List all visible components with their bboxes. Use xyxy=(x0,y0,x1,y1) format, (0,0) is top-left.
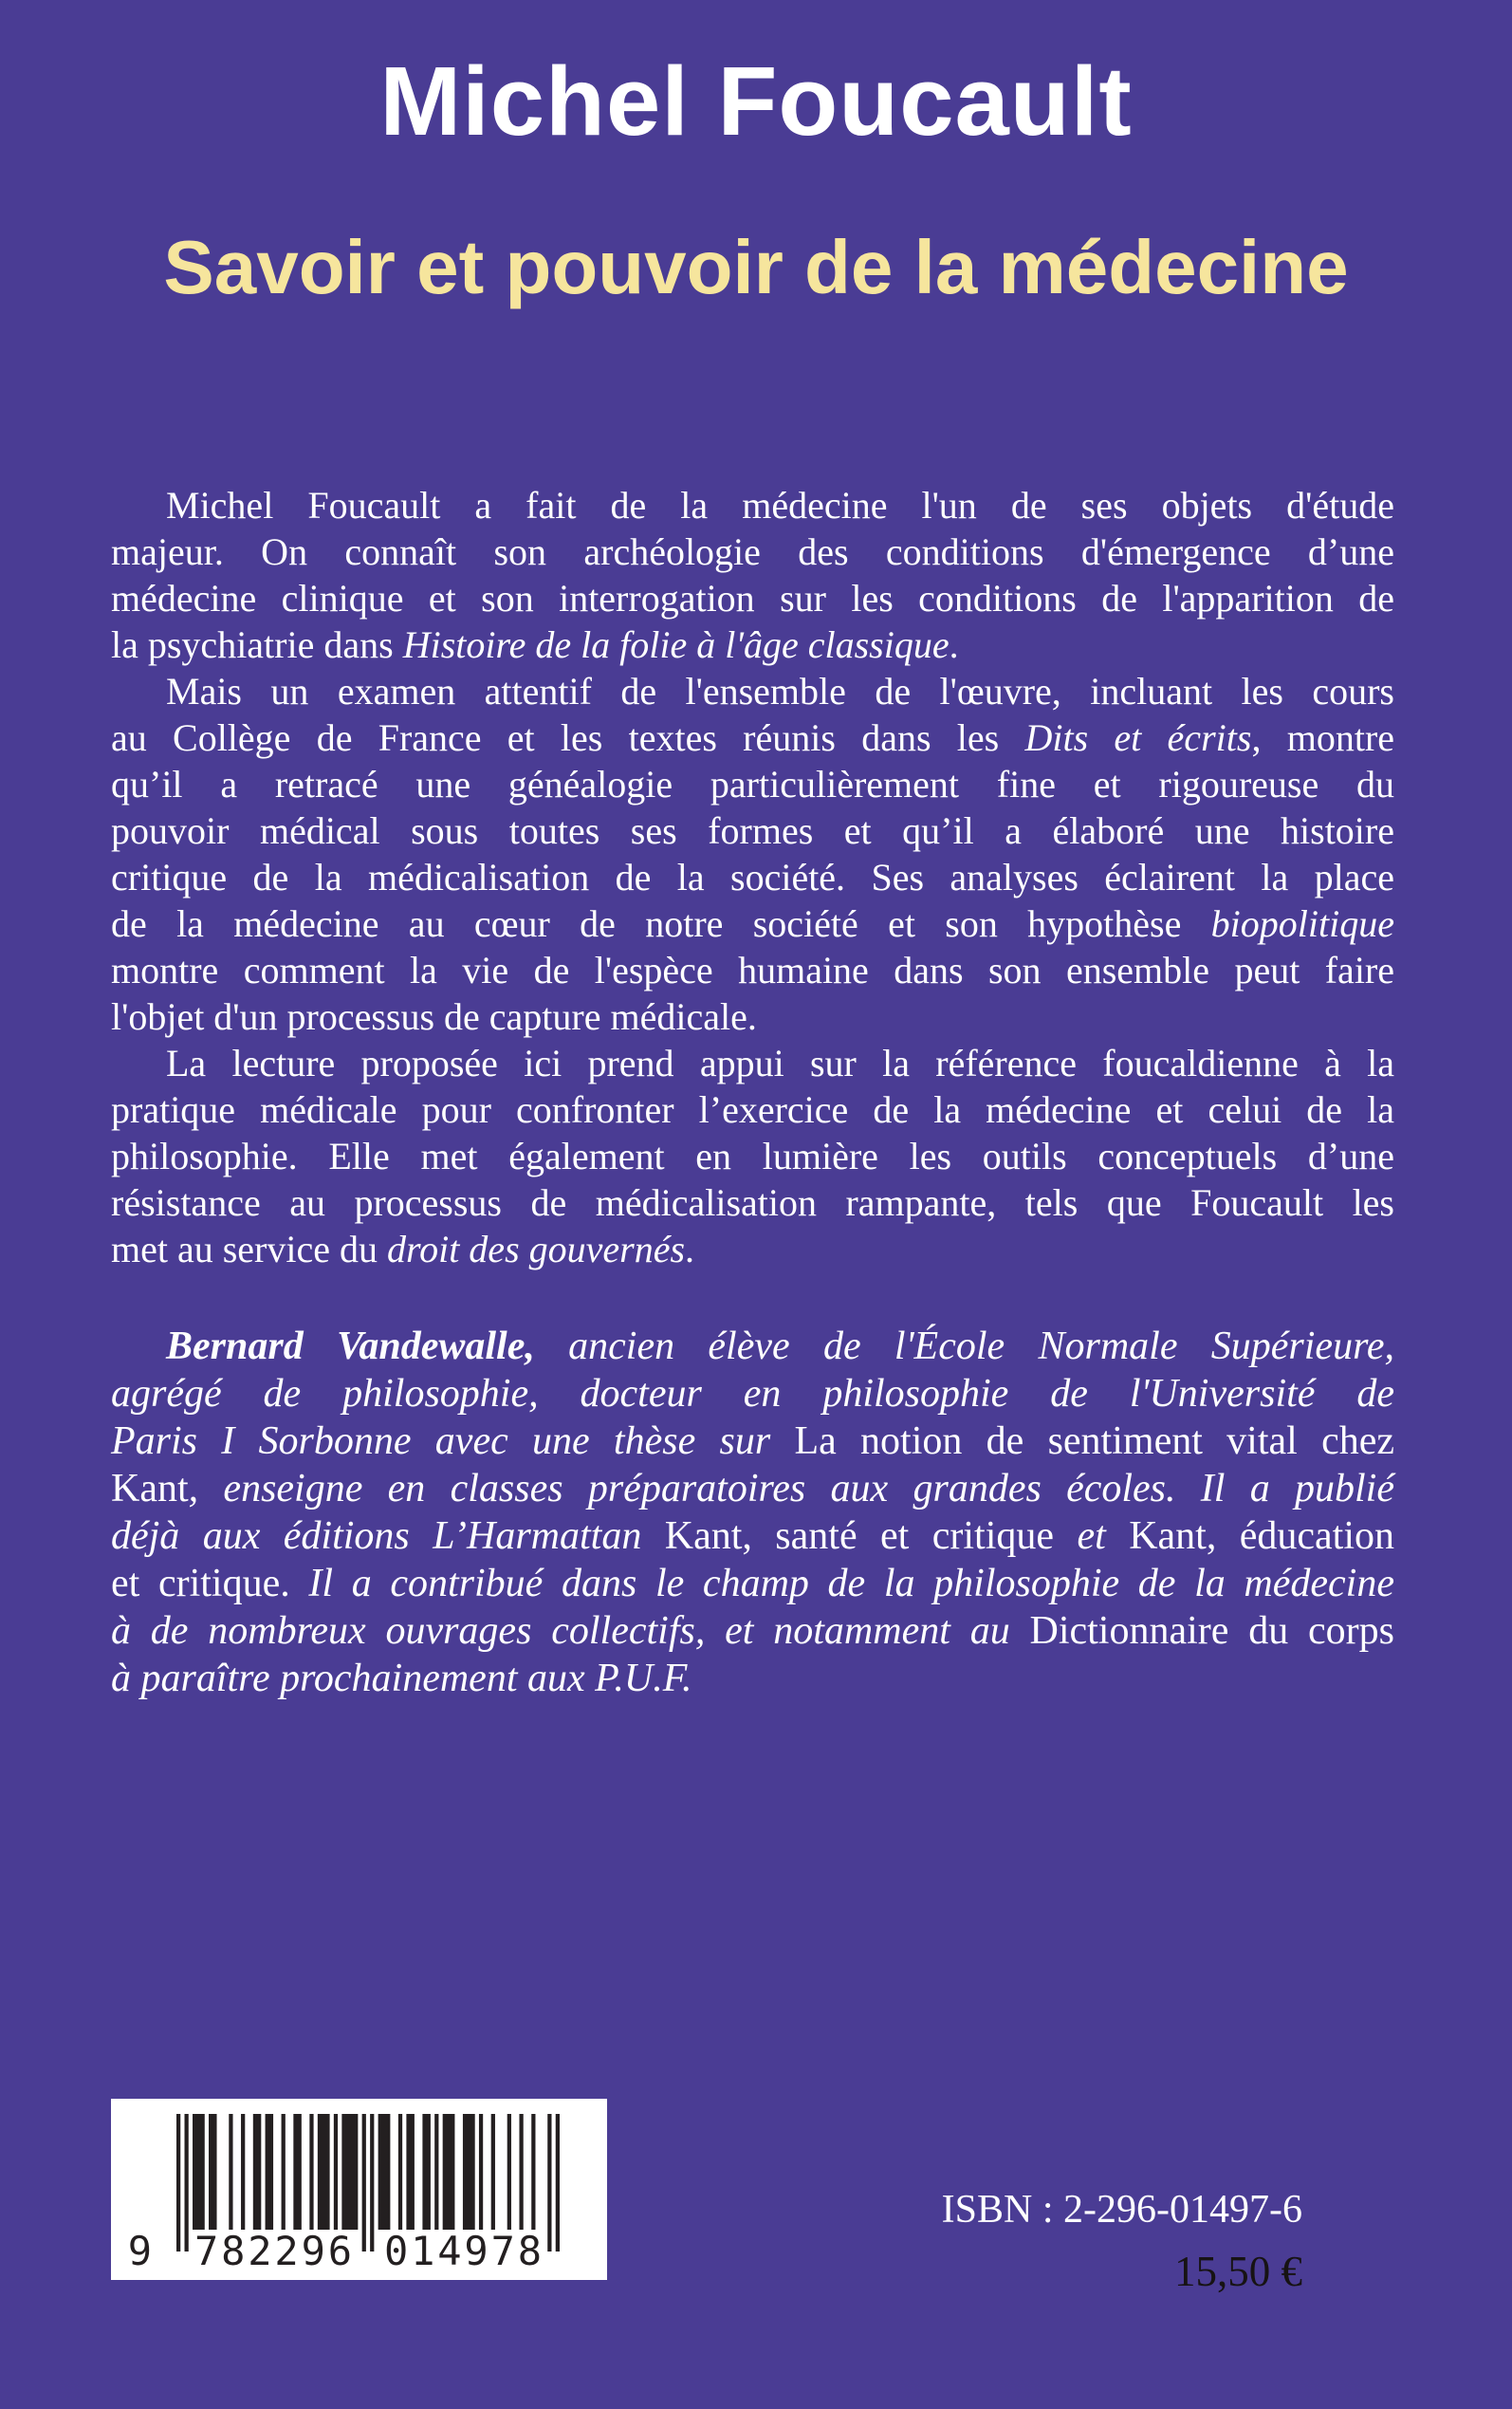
text-line: Bernard Vandewalle, ancien élève de l'École Normale Supérieure, xyxy=(166,1325,1394,1368)
text-line: au Collège de France et les textes réunis dans les Dits et écrits, montre xyxy=(111,716,1395,759)
text-line: pratique médicale pour confronter l’exercice de la médecine et celui de la xyxy=(111,1088,1394,1131)
text-line: à de nombreux ouvrages collectifs, et notamment au Dictionnaire du corps xyxy=(111,1609,1394,1653)
price-text: 15,50 € xyxy=(1174,2248,1302,2295)
svg-text:782296: 782296 xyxy=(194,2228,352,2274)
text-line: La lecture proposée ici prend appui sur la référence foucaldienne à la xyxy=(166,1042,1394,1084)
text-line: déjà aux éditions L’Harmattan Kant, santé et critique et Kant, éducation xyxy=(111,1514,1395,1558)
svg-text:9: 9 xyxy=(127,2228,152,2274)
text-line: de la médecine au cœur de notre société et son hypothèse biopolitique xyxy=(111,902,1394,945)
text-line: médecine clinique et son interrogation sur les conditions de l'apparition de xyxy=(111,577,1394,620)
ean13-barcode-icon xyxy=(111,2099,607,2280)
author-name-title: Michel Foucault xyxy=(379,46,1133,156)
text-line: pouvoir médical sous toutes ses formes et qu’il a élaboré une histoire xyxy=(111,809,1394,852)
text-line: qu’il a retracé une généalogie particulièrement fine et rigoureuse du xyxy=(111,763,1394,806)
text-line: montre comment la vie de l'espèce humaine dans son ensemble peut faire xyxy=(111,949,1394,991)
text-line: la psychiatrie dans Histoire de la folie à l'âge classique. xyxy=(111,623,959,666)
text-line: Paris I Sorbonne avec une thèse sur La notion de sentiment vital chez xyxy=(111,1419,1394,1463)
svg-text:014978: 014978 xyxy=(384,2228,542,2274)
text-line: Kant, enseigne en classes préparatoires aux grandes écoles. Il a publié xyxy=(111,1467,1394,1510)
text-line: Michel Foucault a fait de la médecine l'un de ses objets d'étude xyxy=(166,484,1394,527)
text-line: agrégé de philosophie, docteur en philosophie de l'Université de xyxy=(111,1372,1394,1416)
synopsis-text xyxy=(111,482,1394,1272)
text-line: critique de la médicalisation de la société. Ses analyses éclairent la place xyxy=(111,856,1394,899)
text-line: met au service du droit des gouvernés. xyxy=(111,1228,695,1270)
text-line: l'objet d'un processus de capture médicale. xyxy=(111,995,757,1038)
barcode-label xyxy=(111,2099,607,2280)
text-line: Mais un examen attentif de l'ensemble de l'œuvre, incluant les cours xyxy=(166,670,1394,713)
text-line: à paraître prochainement aux P.U.F. xyxy=(111,1657,692,1700)
text-line: philosophie. Elle met également en lumière les outils conceptuels d’une xyxy=(111,1135,1394,1177)
book-title: Savoir et pouvoir de la médecine xyxy=(163,225,1349,309)
author-bio-text xyxy=(111,1323,1394,1702)
text-line: résistance au processus de médicalisation rampante, tels que Foucault les xyxy=(111,1181,1394,1224)
isbn-text: ISBN : 2-296-01497-6 xyxy=(941,2188,1302,2232)
text-line: et critique. Il a contribué dans le champ de la philosophie de la médecine xyxy=(111,1562,1394,1605)
text-line: majeur. On connaît son archéologie des conditions d'émergence d’une xyxy=(111,530,1394,573)
